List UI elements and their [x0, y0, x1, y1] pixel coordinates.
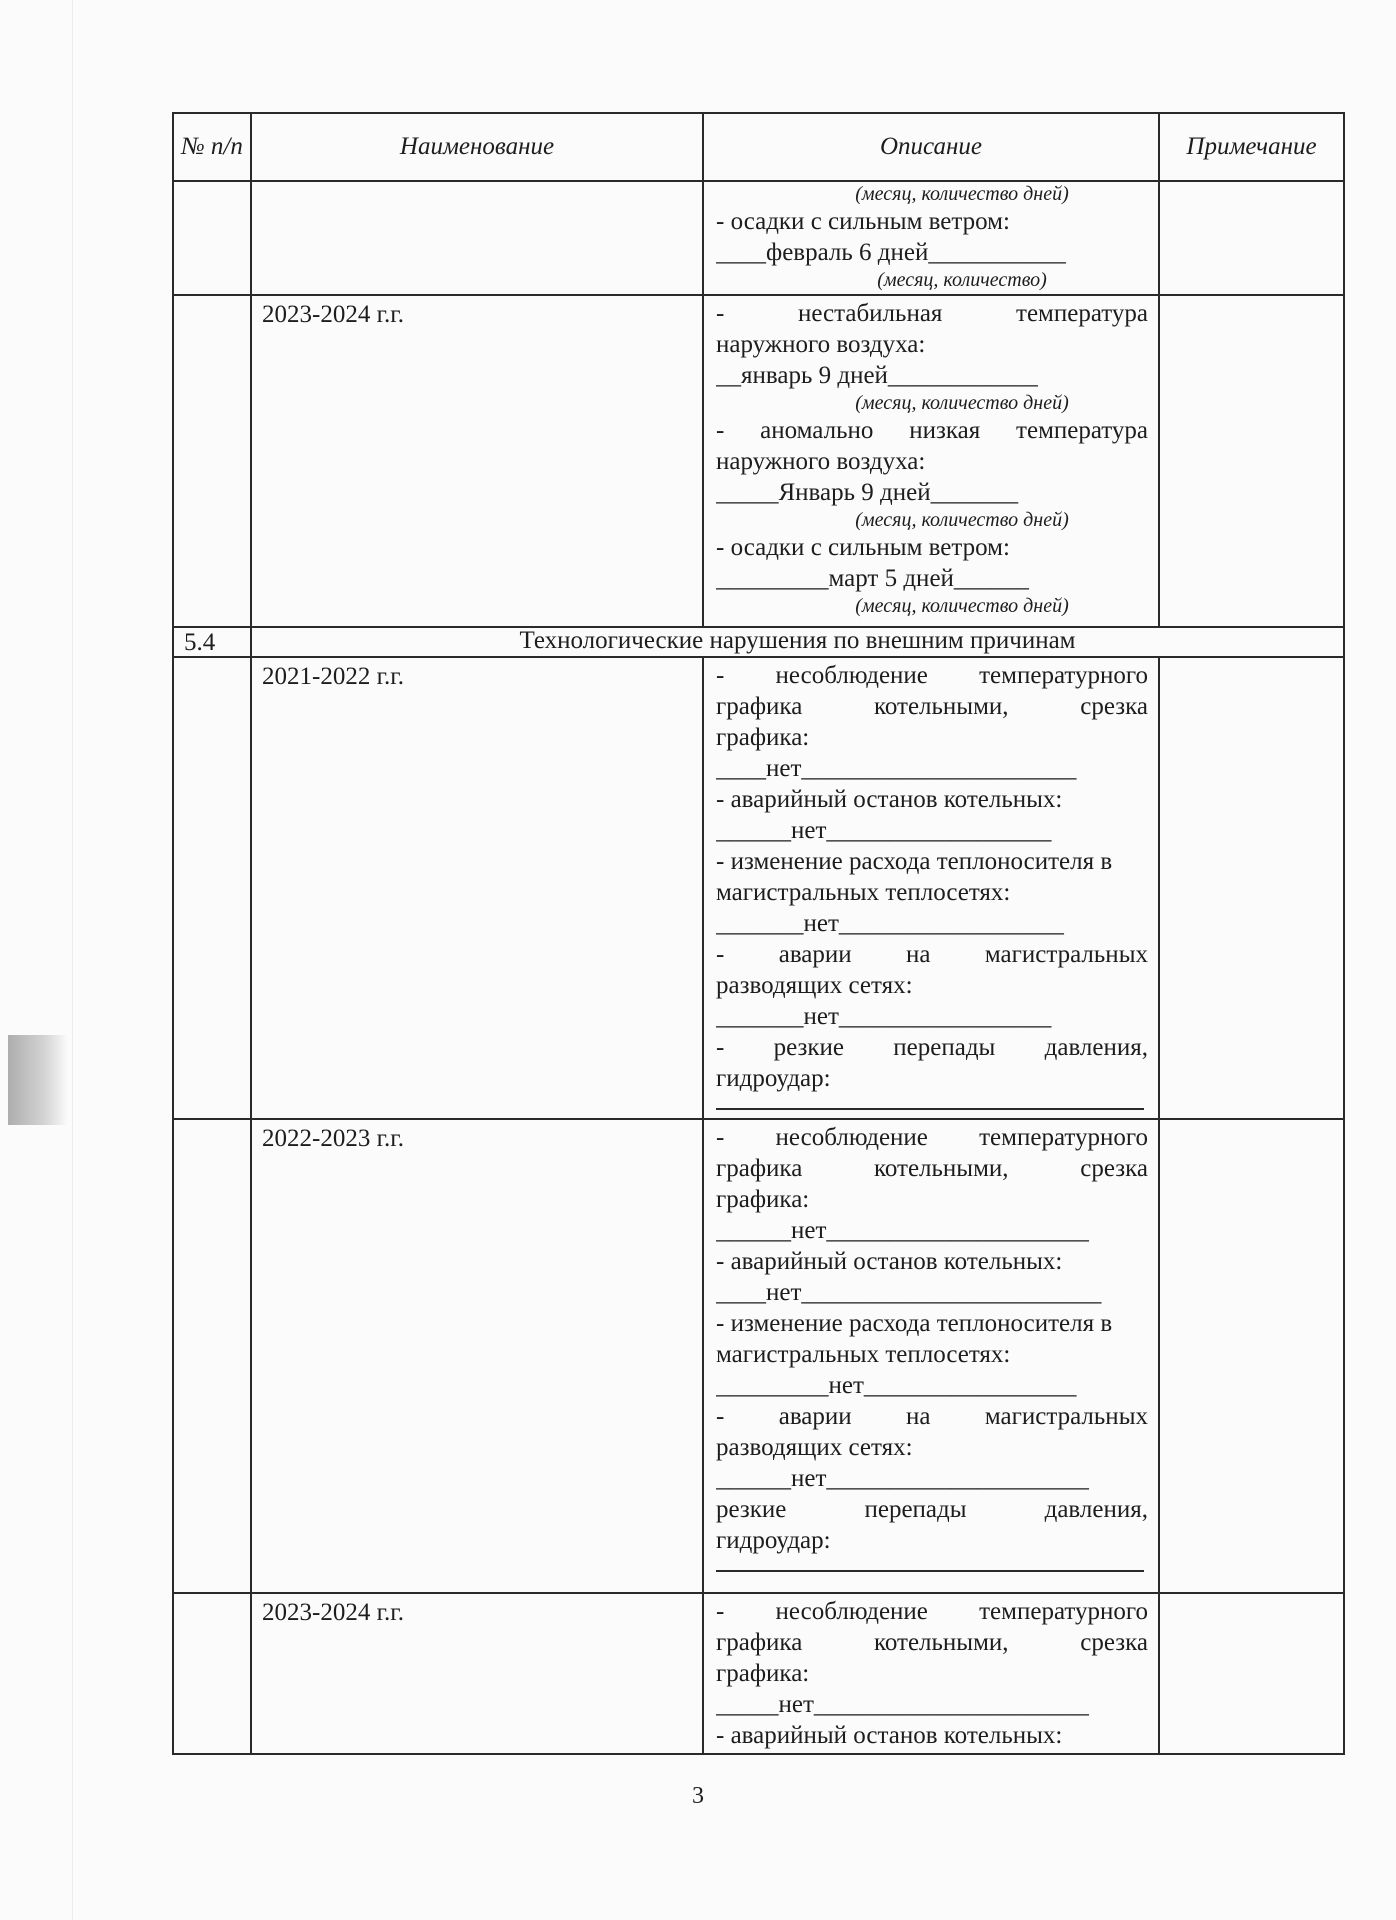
- desc-line: магистральных теплосетях:: [716, 1341, 1011, 1368]
- desc-line: графика котельными, срезка: [716, 693, 1148, 720]
- desc-line: _____Январь 9 дней_______: [716, 479, 1019, 506]
- name-cell: [251, 295, 703, 627]
- desc-line: гидроудар:: [716, 1527, 831, 1554]
- header-name: Наименование: [251, 113, 703, 181]
- desc-line: ______нет__________________: [716, 817, 1052, 844]
- desc-line: графика котельными, срезка: [716, 1629, 1148, 1656]
- scan-shadow: [8, 1035, 68, 1125]
- hint-text: (месяц, количество дней): [855, 183, 1069, 205]
- note-cell: [1159, 1119, 1344, 1593]
- desc-line: - изменение расхода теплоносителя в: [716, 1310, 1113, 1337]
- section-title: Технологические нарушения по внешним причинам: [519, 627, 1076, 654]
- note-cell: [1159, 1593, 1344, 1754]
- header-note: Примечание: [1159, 113, 1344, 181]
- period-label: 2022-2023 г.г.: [262, 1125, 404, 1152]
- table-row: [173, 657, 1344, 1119]
- desc-line: _________март 5 дней______: [716, 565, 1029, 592]
- header-desc: Описание: [703, 113, 1159, 181]
- hint-text: (месяц, количество дней): [855, 509, 1069, 531]
- desc-line: разводящих сетях:: [716, 972, 913, 999]
- num-cell: [173, 657, 251, 1119]
- desc-line: разводящих сетях:: [716, 1434, 913, 1461]
- section-row: [173, 627, 1344, 657]
- hint-text: (месяц, количество дней): [855, 595, 1069, 617]
- desc-line: резкие перепады давления,: [716, 1496, 1148, 1523]
- name-cell: [251, 657, 703, 1119]
- table-row: [173, 295, 1344, 627]
- section-number: [173, 627, 251, 657]
- note-cell: [1159, 181, 1344, 295]
- period-label: 2023-2024 г.г.: [262, 1599, 404, 1626]
- name-cell: [251, 181, 703, 295]
- desc-line: - осадки с сильным ветром:: [716, 208, 1010, 235]
- desc-line: ______нет_____________________: [716, 1465, 1089, 1492]
- desc-line: _____нет______________________: [716, 1691, 1089, 1718]
- desc-line: ____нет______________________: [716, 755, 1077, 782]
- desc-line: графика:: [716, 1186, 810, 1213]
- desc-line: - осадки с сильным ветром:: [716, 534, 1010, 561]
- desc-line: - несоблюдение температурного: [716, 1598, 1148, 1625]
- desc-line: - несоблюдение температурного: [716, 662, 1148, 689]
- desc-line: _________нет_________________: [716, 1372, 1077, 1399]
- num-cell: [173, 181, 251, 295]
- note-cell: [1159, 295, 1344, 627]
- desc-line: - аварийный останов котельных:: [716, 1248, 1063, 1275]
- desc-line: ____нет________________________: [716, 1279, 1102, 1306]
- name-cell: [251, 1593, 703, 1754]
- table-header-row: [173, 113, 1344, 181]
- header-num: № п/п: [173, 113, 251, 181]
- note-cell: [1159, 657, 1344, 1119]
- table-row: [173, 1593, 1344, 1754]
- main-table: [172, 112, 1345, 1755]
- desc-line: ____февраль 6 дней___________: [716, 239, 1066, 266]
- desc-cell: [703, 1119, 1159, 1593]
- name-cell: [251, 1119, 703, 1593]
- desc-cell: [703, 181, 1159, 295]
- desc-line: - нестабильная температура: [716, 300, 1148, 327]
- blank-underline: [716, 1094, 1144, 1110]
- desc-line: - аномально низкая температура: [716, 417, 1148, 444]
- blank-underline: [716, 1556, 1144, 1572]
- page-number: 3: [692, 1783, 704, 1809]
- desc-line: наружного воздуха:: [716, 331, 926, 358]
- desc-line: гидроудар:: [716, 1065, 831, 1092]
- desc-line: - аварийный останов котельных:: [716, 1722, 1063, 1749]
- table-row: [173, 1119, 1344, 1593]
- desc-line: ______нет_____________________: [716, 1217, 1089, 1244]
- desc-line: - аварии на магистральных: [716, 1403, 1148, 1430]
- num-cell: [173, 1593, 251, 1754]
- section-title-cell: [251, 627, 1344, 657]
- desc-line: _______нет__________________: [716, 910, 1064, 937]
- section-number-text: 5.4: [184, 629, 216, 656]
- desc-cell: [703, 1593, 1159, 1754]
- desc-line: - резкие перепады давления,: [716, 1034, 1148, 1061]
- desc-line: графика:: [716, 724, 810, 751]
- desc-line: графика котельными, срезка: [716, 1155, 1148, 1182]
- desc-line: __январь 9 дней____________: [716, 362, 1038, 389]
- desc-line: наружного воздуха:: [716, 448, 926, 475]
- desc-line: - аварийный останов котельных:: [716, 786, 1063, 813]
- desc-line: - изменение расхода теплоносителя в: [716, 848, 1113, 875]
- scan-edge-line: [72, 0, 73, 1920]
- num-cell: [173, 1119, 251, 1593]
- table-row: [173, 181, 1344, 295]
- desc-line: - несоблюдение температурного: [716, 1124, 1148, 1151]
- desc-line: графика:: [716, 1660, 810, 1687]
- hint-text: (месяц, количество дней): [855, 392, 1069, 414]
- desc-cell: [703, 657, 1159, 1119]
- num-cell: [173, 295, 251, 627]
- period-label: 2023-2024 г.г.: [262, 301, 404, 328]
- desc-line: _______нет_________________: [716, 1003, 1052, 1030]
- period-label: 2021-2022 г.г.: [262, 663, 404, 690]
- desc-line: магистральных теплосетях:: [716, 879, 1011, 906]
- hint-text: (месяц, количество): [877, 269, 1047, 291]
- desc-cell: [703, 295, 1159, 627]
- desc-line: - аварии на магистральных: [716, 941, 1148, 968]
